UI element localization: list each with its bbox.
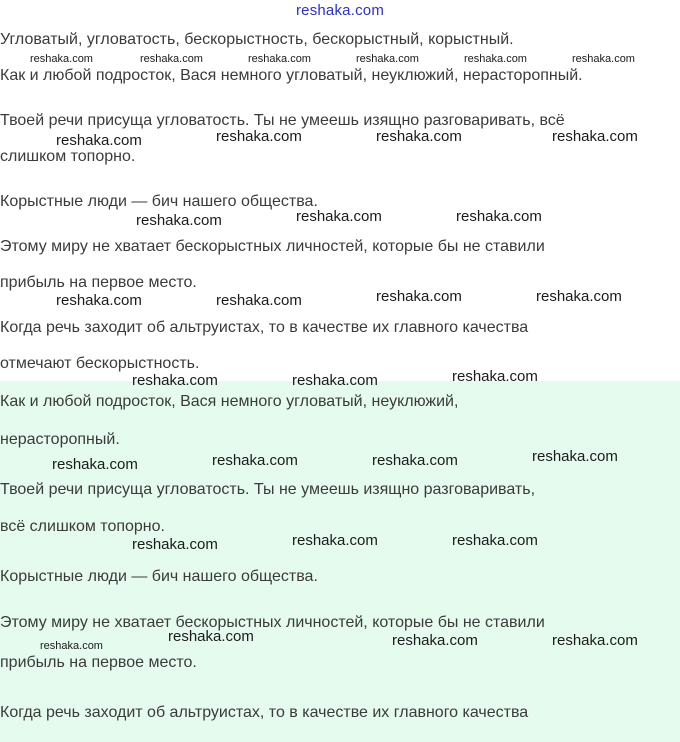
text-line: нерасторопный. <box>0 431 120 448</box>
watermark: reshaka.com <box>452 532 538 549</box>
watermark: reshaka.com <box>136 212 222 229</box>
watermark: reshaka.com <box>140 53 203 65</box>
text-line: Твоей речи присуща угловатость. Ты не умеешь изящно разговаривать, всё <box>0 112 565 129</box>
watermark: reshaka.com <box>552 128 638 145</box>
watermark: reshaka.com <box>296 208 382 225</box>
text-line: Как и любой подросток, Вася немного угловатый, неуклюжий, нерасторопный. <box>0 67 583 84</box>
text-line: прибыль на первое место. <box>0 654 197 671</box>
watermark: reshaka.com <box>212 452 298 469</box>
watermark: reshaka.com <box>456 208 542 225</box>
watermark: reshaka.com <box>132 372 218 389</box>
watermark: reshaka.com <box>292 532 378 549</box>
text-line: всё слишком топорно. <box>0 518 165 535</box>
text-line: Угловатый, угловатость, бескорыстность, бескорыстный, корыстный. <box>0 31 514 48</box>
text-line: отмечают бескорыстность. <box>0 355 200 372</box>
text-line: Корыстные люди — бич нашего общества. <box>0 568 318 585</box>
text-line: Корыстные люди — бич нашего общества. <box>0 193 318 210</box>
watermark: reshaka.com <box>572 53 635 65</box>
text-line: Твоей речи присуща угловатость. Ты не умеешь изящно разговаривать, <box>0 481 536 498</box>
text-line: слишком топорно. <box>0 148 136 165</box>
text-line: Когда речь заходит об альтруистах, то в качестве их главного качества <box>0 704 529 721</box>
watermark: reshaka.com <box>168 628 254 645</box>
watermark: reshaka.com <box>56 292 142 309</box>
text-line: прибыль на первое место. <box>0 274 197 291</box>
watermark: reshaka.com <box>216 292 302 309</box>
watermark: reshaka.com <box>376 128 462 145</box>
watermark: reshaka.com <box>52 456 138 473</box>
watermark: reshaka.com <box>392 632 478 649</box>
text-line: Этому миру не хватает бескорыстных личностей, которые бы не ставили <box>0 238 545 255</box>
watermark: reshaka.com <box>248 53 311 65</box>
watermark: reshaka.com <box>452 368 538 385</box>
text-line: Когда речь заходит об альтруистах, то в качестве их главного качества <box>0 319 529 336</box>
watermark: reshaka.com <box>356 53 419 65</box>
watermark: reshaka.com <box>30 53 93 65</box>
watermark: reshaka.com <box>216 128 302 145</box>
watermark: reshaka.com <box>40 640 103 652</box>
watermark: reshaka.com <box>132 536 218 553</box>
text-line: Как и любой подросток, Вася немного угловатый, неуклюжий, <box>0 393 459 410</box>
watermark: reshaka.com <box>532 448 618 465</box>
watermark: reshaka.com <box>536 288 622 305</box>
watermark: reshaka.com <box>372 452 458 469</box>
watermark: reshaka.com <box>464 53 527 65</box>
watermark: reshaka.com <box>56 132 142 149</box>
watermark: reshaka.com <box>292 372 378 389</box>
watermark: reshaka.com <box>376 288 462 305</box>
watermark: reshaka.com <box>552 632 638 649</box>
text-line: Этому миру не хватает бескорыстных личностей, которые бы не ставили <box>0 614 545 631</box>
site-header-link[interactable]: reshaka.com <box>295 2 385 19</box>
